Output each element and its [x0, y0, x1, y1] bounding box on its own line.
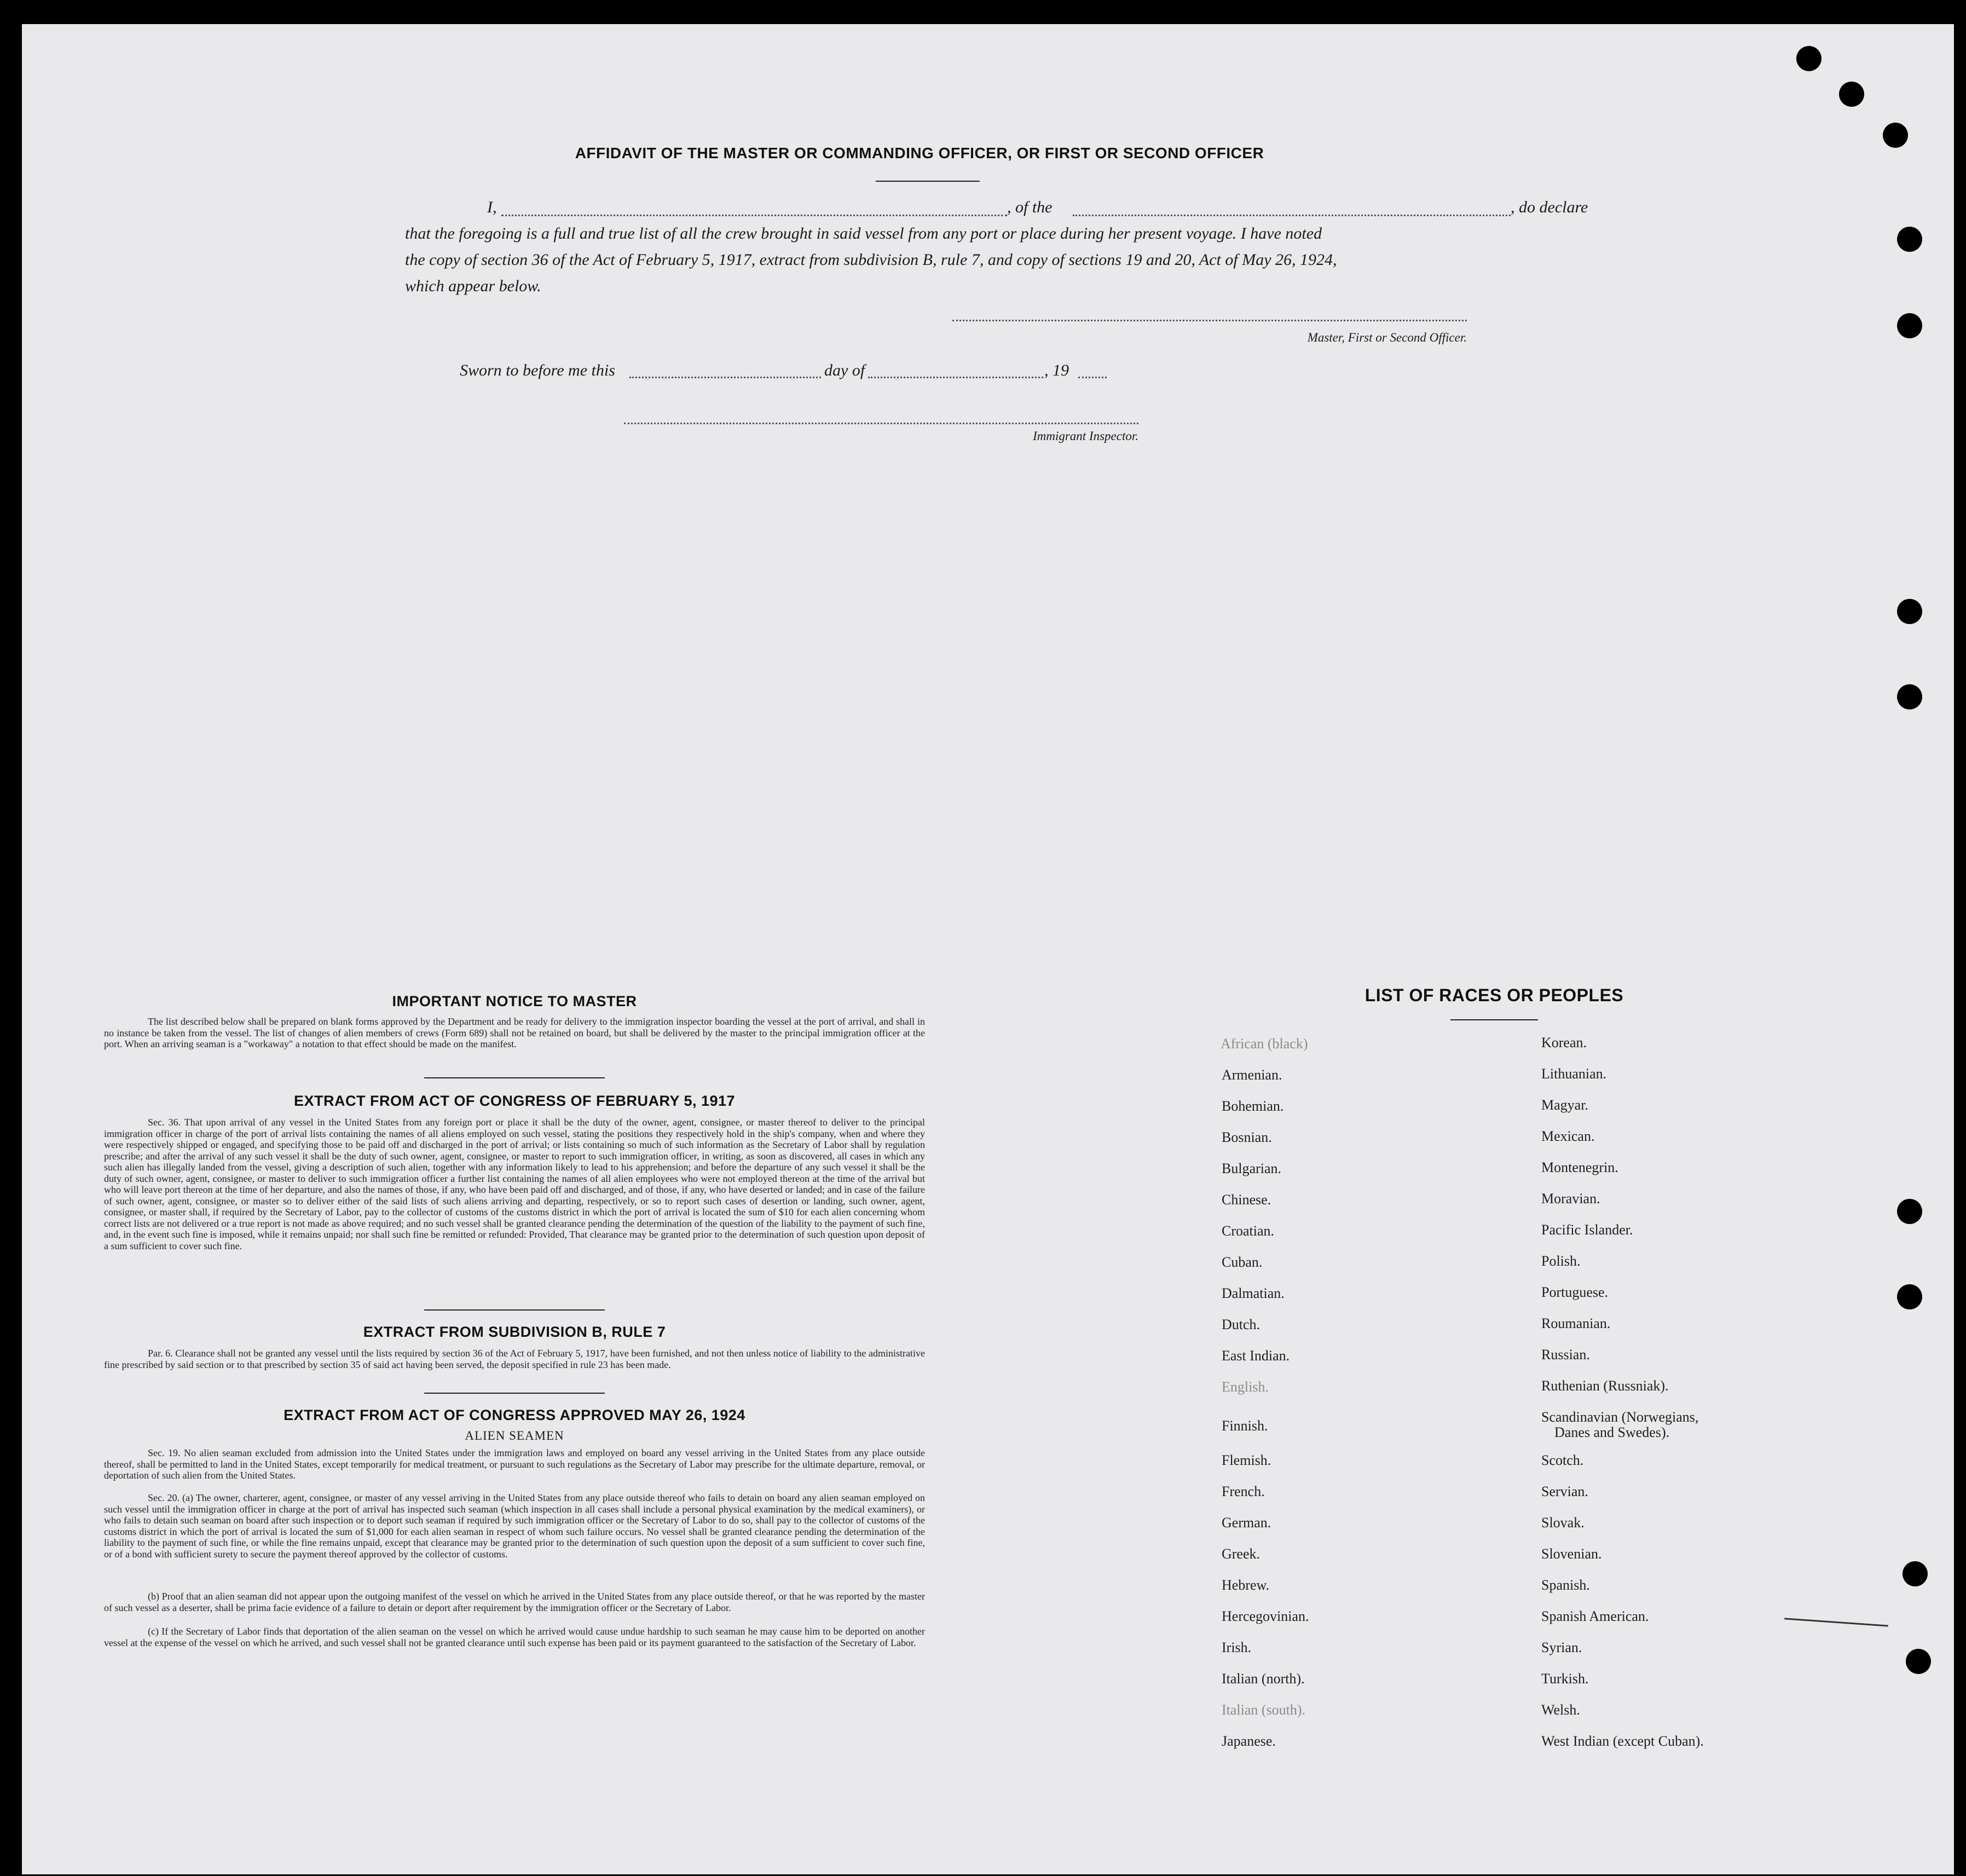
- affidavit-line-2: that the foregoing is a full and true list of all the crew brought in said vessel from any port or place during her present voyage. I have noted: [405, 224, 1322, 243]
- race-left-6: Chinese.: [1222, 1192, 1271, 1208]
- race-left-20: Irish.: [1222, 1640, 1252, 1655]
- punch-hole: [1897, 227, 1922, 252]
- race-right-7: Pacific Islander.: [1541, 1222, 1633, 1238]
- affidavit-line-4: which appear below.: [405, 277, 541, 295]
- punch-hole: [1897, 1199, 1922, 1224]
- name-field[interactable]: [501, 215, 1007, 216]
- race-left-13: Finnish.: [1222, 1418, 1268, 1434]
- vessel-field[interactable]: [1073, 215, 1511, 216]
- sworn-year-field[interactable]: [1078, 377, 1107, 378]
- race-right-23: West Indian (except Cuban).: [1541, 1733, 1704, 1749]
- race-left-10: Dutch.: [1222, 1317, 1260, 1332]
- race-left-14: Flemish.: [1222, 1452, 1271, 1468]
- punch-hole: [1796, 46, 1822, 71]
- year-label: , 19: [1044, 361, 1069, 379]
- race-left-5: Bulgarian.: [1222, 1161, 1282, 1176]
- race-right-9: Portuguese.: [1541, 1284, 1609, 1300]
- races-title: LIST OF RACES OR PEOPLES: [1364, 985, 1624, 1005]
- race-right-15: Servian.: [1541, 1484, 1588, 1499]
- extract-1917-text: Sec. 36. That upon arrival of any vessel in the United States from any foreign port or place it shall be the duty of the owner, agent, consignee, or master thereof to deliver to the principal immigration officer in charge of the port of arrival lists containing the names of all aliens employed on such vessel, stating the positions they respectively hold in the ship's company, when and where they were respectively shipped or engaged, and specifying those to be paid off and discharged in the port of arrival; or lists containing so much of such information as the Secretary of Labor shall by regulation prescribe; and after the arrival of any such vessel it shall be the duty of such owner, agent, consignee, or master to report to such immigration officer, in writing, as soon as discovered, all cases in which any such alien has illegally landed from the vessel, giving a description of such alien, together with any information likely to lead to his apprehension; and before the departure of any such vessel it shall be the duty of such owner, agent, consignee, or master to deliver to such immigration officer a further list containing the names of all alien employees who were not employed thereon at the time of the arrival but who will leave port thereon at the time of her departure, and also the names of those, if any, who have been paid off and discharged, and of those, if any, who have deserted or landed; and in case of the failure of such owner, agent, consignee, or master so to deliver either of the said lists of such aliens arriving and departing, respectively, or so to report such cases of desertion or landing, such owner, agent, consignee, or master shall, if required by the Secretary of Labor, pay to the collector of customs of the customs district in which the port of arrival is located the sum of $10 for each alien concerning whom correct lists are not delivered or a true report is not made as above required; and no such vessel shall be granted clearance pending the determination of the question of the liability to the payment of such fine, and, in the event such fine is imposed, while it remains unpaid; nor shall such fine be remitted or refunded: Provided, That clearance may be granted prior to the determination of such question upon deposit of a sum sufficient to cover such fine.: [104, 1117, 925, 1251]
- race-left-22: Italian (south).: [1222, 1702, 1306, 1718]
- race-left-11: East Indian.: [1222, 1348, 1290, 1364]
- day-of-label: day of: [824, 361, 865, 379]
- affidavit-line-3: the copy of section 36 of the Act of February 5, 1917, extract from subdivision B, rule 7, and copy of sections 19 and 20, Act of May 26, 1924,: [405, 251, 1337, 269]
- race-left-7: Croatian.: [1222, 1223, 1275, 1239]
- notice-title: IMPORTANT NOTICE TO MASTER: [392, 993, 637, 1009]
- race-right-13: Scandinavian (Norwegians,: [1541, 1409, 1699, 1425]
- notice-text: The list described below shall be prepared on blank forms approved by the Department and be ready for delivery to the immigration inspector boarding the vessel at the port of arrival, and shall in no instance be taken from the vessel. The list of changes of alien members of crews (Form 689) shall not be retained on board, but shall be delivered by the master to the principal immigration officer at the port. When an arriving seaman is a "workaway" a notation to that effect should be made on the manifest.: [104, 1016, 925, 1049]
- sec-20b-text: (b) Proof that an alien seaman did not appear upon the outgoing manifest of the vessel on which he arrived in the United States from any place outside thereof, or that he was reported by the master of such vessel as a deserter, shall be prima facie evidence of a failure to detain or deport after requirement by the immigration officer or the Secretary of Labor.: [104, 1591, 925, 1613]
- punch-hole: [1897, 1284, 1922, 1309]
- sec-19-text: Sec. 19. No alien seaman excluded from admission into the United States under the immigration laws and employed on board any vessel arriving in the United States from any place outside thereof, shall be permitted to land in the United States, except temporarily for medical treatment, or pursuant to such regulations as the Secretary of Labor may prescribe for the ultimate departure, removal, or deportation of such alien from the United States.: [104, 1447, 925, 1481]
- race-left-16: German.: [1222, 1515, 1271, 1531]
- master-signature-field[interactable]: [952, 320, 1467, 321]
- race-right-17: Slovenian.: [1541, 1546, 1602, 1562]
- race-left-8: Cuban.: [1222, 1254, 1263, 1270]
- declarant-line: [405, 198, 1588, 223]
- inspector-signature-field[interactable]: [624, 423, 1138, 424]
- sworn-month-field[interactable]: [868, 377, 1043, 378]
- master-signature-label: Master, First or Second Officer.: [1307, 331, 1467, 344]
- race-right-2: Lithuanian.: [1541, 1066, 1607, 1082]
- race-right-1: Korean.: [1541, 1035, 1587, 1050]
- race-right-12: Ruthenian (Russniak).: [1541, 1378, 1669, 1394]
- extract-1924-title: EXTRACT FROM ACT OF CONGRESS APPROVED MAY 26, 1924: [284, 1407, 745, 1423]
- inspector-signature-label: Immigrant Inspector.: [1033, 429, 1138, 443]
- race-right-22: Welsh.: [1541, 1702, 1580, 1718]
- race-left-12: English.: [1222, 1379, 1269, 1395]
- rule7-text: Par. 6. Clearance shall not be granted any vessel until the lists required by section 36 of the Act of February 5, 1917, have been furnished, and not then unless notice of liability to the administrative fine prescribed by said section or to that prescribed by section 35 of said act having been served, the deposit specified in rule 23 has been made.: [104, 1348, 925, 1370]
- race-right-21: Turkish.: [1541, 1671, 1589, 1687]
- race-left-4: Bosnian.: [1222, 1129, 1272, 1145]
- punch-hole: [1903, 1561, 1928, 1586]
- race-right-19: Spanish American.: [1541, 1608, 1649, 1624]
- race-left-2: Armenian.: [1222, 1067, 1282, 1083]
- race-right-11: Russian.: [1541, 1347, 1590, 1363]
- race-right-13-cont: Danes and Swedes).: [1554, 1424, 1670, 1440]
- race-right-16: Slovak.: [1541, 1515, 1585, 1531]
- races-divider: [1450, 1019, 1538, 1020]
- race-right-14: Scotch.: [1541, 1452, 1584, 1468]
- race-left-1: African (black): [1221, 1036, 1308, 1052]
- race-left-3: Bohemian.: [1222, 1098, 1284, 1114]
- i-label: I,: [487, 198, 497, 216]
- race-right-18: Spanish.: [1541, 1577, 1590, 1593]
- race-right-20: Syrian.: [1541, 1640, 1582, 1655]
- race-right-3: Magyar.: [1541, 1097, 1588, 1113]
- section-divider: [424, 1393, 605, 1394]
- race-left-19: Hercegovinian.: [1222, 1608, 1309, 1624]
- document-page: [22, 24, 1954, 1874]
- race-right-6: Moravian.: [1541, 1191, 1600, 1207]
- race-left-17: Greek.: [1222, 1546, 1260, 1562]
- race-right-4: Mexican.: [1541, 1128, 1595, 1144]
- section-divider: [424, 1077, 605, 1078]
- alien-seamen-subtitle: ALIEN SEAMEN: [465, 1429, 564, 1442]
- sworn-label: Sworn to before me this: [460, 361, 615, 379]
- punch-hole: [1883, 123, 1908, 148]
- race-left-18: Hebrew.: [1222, 1577, 1270, 1593]
- race-right-5: Montenegrin.: [1541, 1159, 1618, 1175]
- race-left-15: French.: [1222, 1484, 1265, 1499]
- title-divider: [876, 181, 980, 182]
- race-left-21: Italian (north).: [1222, 1671, 1305, 1687]
- punch-hole: [1906, 1649, 1931, 1674]
- do-declare-label: , do declare: [1511, 198, 1588, 216]
- punch-hole: [1897, 313, 1922, 338]
- race-left-23: Japanese.: [1222, 1733, 1276, 1749]
- sec-20c-text: (c) If the Secretary of Labor finds that deportation of the alien seaman on the vessel on which he arrived would cause undue hardship to such seaman he may cause him to be deported on another vessel at the expense of the vessel on which he arrived, and such vessel shall not be granted clearance until such expense has been paid or its payment guaranteed to the satisfaction of the Secretary of Labor.: [104, 1626, 925, 1648]
- race-left-9: Dalmatian.: [1222, 1285, 1285, 1301]
- race-right-10: Roumanian.: [1541, 1315, 1611, 1331]
- punch-hole: [1839, 82, 1864, 107]
- sworn-day-field[interactable]: [629, 377, 821, 378]
- of-the-label: , of the: [1007, 198, 1053, 216]
- rule7-title: EXTRACT FROM SUBDIVISION B, RULE 7: [363, 1324, 666, 1340]
- pen-stroke: [1784, 1618, 1888, 1626]
- punch-hole: [1897, 599, 1922, 624]
- section-divider: [424, 1309, 605, 1311]
- race-right-8: Polish.: [1541, 1253, 1581, 1269]
- punch-hole: [1897, 684, 1922, 709]
- sec-20a-text: Sec. 20. (a) The owner, charterer, agent, consignee, or master of any vessel arriving in the United States from any place outside thereof who fails to detain on board any alien seaman employed on such vessel until the immigration officer in charge at the port of arrival has inspected such seaman (which inspection in all cases shall include a personal physical examination by the medical examiners), or who fails to detain such seaman on board after such inspection or to deport such seaman if required by such immigration officer or the Secretary of Labor to do so, shall pay to the collector of customs of the customs district in which the port of arrival is located the sum of $1,000 for each alien seaman in respect of whom such failure occurs. No vessel shall be granted clearance pending the determination of the liability to the payment of such fine, or while the fine remains unpaid, except that clearance may be granted prior to the determination of such question upon the deposit of a sum sufficient to cover such fine, or of a bond with sufficient surety to secure the payment thereof approved by the collector of customs.: [104, 1492, 925, 1560]
- sworn-line: [460, 361, 1171, 383]
- extract-1917-title: EXTRACT FROM ACT OF CONGRESS OF FEBRUARY 5, 1917: [293, 1093, 736, 1109]
- affidavit-title: AFFIDAVIT OF THE MASTER OR COMMANDING OFFICER, OR FIRST OR SECOND OFFICER: [575, 145, 1264, 161]
